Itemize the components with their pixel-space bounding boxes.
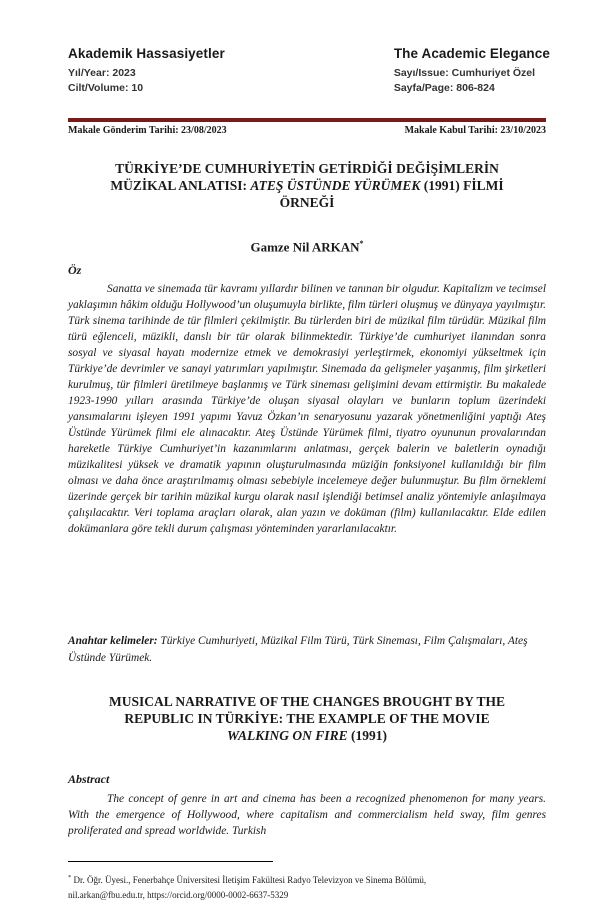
journal-title-tr: Akademik Hassasiyetler xyxy=(68,46,225,61)
footnote-line2[interactable]: nil.arkan@fbu.edu.tr, https://orcid.org/0000-0002-6637-5329 xyxy=(68,890,289,900)
author-name-text: Gamze Nil ARKAN xyxy=(250,239,360,255)
article-title-tr xyxy=(68,160,546,211)
abstract-paragraph: The concept of genre in art and cinema has been a recognized phenomenon for many years. With the emergence of Hollywood, where capitalism and commercialism held sway, film genres proliferated and spread worldwide. Turkish xyxy=(68,793,546,837)
title-tr-line1: TÜRKİYE’DE CUMHURİYETİN GETİRDİĞİ DEĞİŞİMLERİN xyxy=(115,161,499,176)
title-en-line3 xyxy=(68,727,546,744)
title-tr-line2-suffix: (1991) FİLMİ xyxy=(420,178,504,193)
title-en-year: (1991) xyxy=(347,728,387,743)
title-tr-line2-prefix: MÜZİKAL ANLATISI: xyxy=(110,178,251,193)
title-tr-line2 xyxy=(68,177,546,194)
issue-info: Sayı/Issue: Cumhuriyet Özel xyxy=(393,67,536,79)
article-dates xyxy=(68,125,546,136)
year-info: Yıl/Year: 2023 xyxy=(68,67,136,79)
footnote-divider xyxy=(68,861,273,862)
footnote-mark: * xyxy=(68,874,72,881)
journal-header-right xyxy=(394,46,550,96)
keywords-text: Türkiye Cumhuriyeti, Müzikal Film Türü, Türk Sineması, Film Çalışmaları, Ateş Üstünde Yürümek. xyxy=(68,635,528,664)
submission-date: Makale Gönderim Tarihi: 23/08/2023 xyxy=(68,125,227,136)
acceptance-date: Makale Kabul Tarihi: 23/10/2023 xyxy=(404,125,546,136)
film-title-tr: ATEŞ ÜSTÜNDE YÜRÜMEK xyxy=(250,178,421,193)
journal-title-en: The Academic Elegance xyxy=(393,46,550,61)
author-name xyxy=(68,239,546,255)
footnote-line1: Dr. Öğr. Üyesi., Fenerbahçe Üniversitesi İletişim Fakültesi Radyo Televizyon ve Sinema Bölümü, xyxy=(71,875,427,885)
film-title-en: WALKING ON FIRE xyxy=(227,728,348,743)
oz-paragraph: Sanatta ve sinemada tür kavramı yıllardır bilinen ve tanınan bir olgudur. Kapitalizm ve tecimsel yaklaşımın hâkim olduğu Hollywood’un oluşumuyla birlikte, film türleri oluşmuş ve dünyaya yayılmıştır. Türk sinema tarihinde de tür filmleri çekilmiştir. Bu türlerden biri de müzikal film türüdür. Müzikal film türü eğlenceli, müzikli, danslı bir tür olarak bilinmektedir. Türkiye’de cumhuriyet ilanından sonra sosyal ve siyasal hayatı modernize etmek ve demokrasiyi yerleştirmek, ekonomiyi yükseltmek için Türkiye’de devrimler ve sanayi yatırımları yapılmıştır. Sinemada da gelişmeler yaşanmış, film şirketleri kurulmuş, tür filmleri üretilmeye başlanmış ve Türk sineması gelişimini devam ettirmiştir. Bu makalede 1923-1990 yılları arasında Türkiye’de oluşan siyasal olayları ve bunların toplum üzerindeki yansımalarını işleyen 1991 yapımı Yavuz Özkan’ın senaryosunu yazarak yönetmenliğini yaptığı Ateş Üstünde Yürümek filmi ele alınacaktır. Ateş Üstünde Yürümek filmi, tiyatro oyununun provalarından hareketle Türkiye Cumhuriyet’in kazanımlarını anlatması, gerçek balerin ve baletlerin oynadığı müzikalitesi yüksek ve dramatik yapının oluşturulmasında müziğin fonksiyonel kullanıldığı bir film olması ve daha önce araştırılmamış olması sebebiyle incelemeye değer bulunmuştur. Bu film örneklemi üzerinde gerçek bir tarihin müzikal kurgu olarak nasıl işlendiği betimsel analiz yöntemiyle anlaşılmaya çalışılacaktır. Veri toplama araçları olarak, alan yazın ve doküman (film) kullanılacaktır. Elde edilen dokümanlara göre tekli durum çalışması yönteminden yararlanılacaktır. xyxy=(68,283,546,535)
article-title-en xyxy=(68,693,546,744)
oz-heading: Öz xyxy=(68,263,82,277)
footnote xyxy=(68,870,546,903)
header-divider xyxy=(68,118,546,122)
author-footnote-mark[interactable]: * xyxy=(359,239,364,248)
keywords-label: Anahtar kelimeler: xyxy=(68,635,158,647)
title-en-line1: MUSICAL NARRATIVE OF THE CHANGES BROUGHT BY THE xyxy=(109,694,505,709)
volume-info: Cilt/Volume: 10 xyxy=(68,82,144,94)
abstract-heading: Abstract xyxy=(68,772,110,786)
keywords xyxy=(68,633,546,667)
title-en-line2: REPUBLIC IN TÜRKİYE: THE EXAMPLE OF THE MOVIE xyxy=(124,711,490,726)
page-info: Sayfa/Page: 806-824 xyxy=(393,82,495,94)
title-tr-line3: ÖRNEĞİ xyxy=(279,195,335,210)
journal-header-left xyxy=(68,46,225,96)
